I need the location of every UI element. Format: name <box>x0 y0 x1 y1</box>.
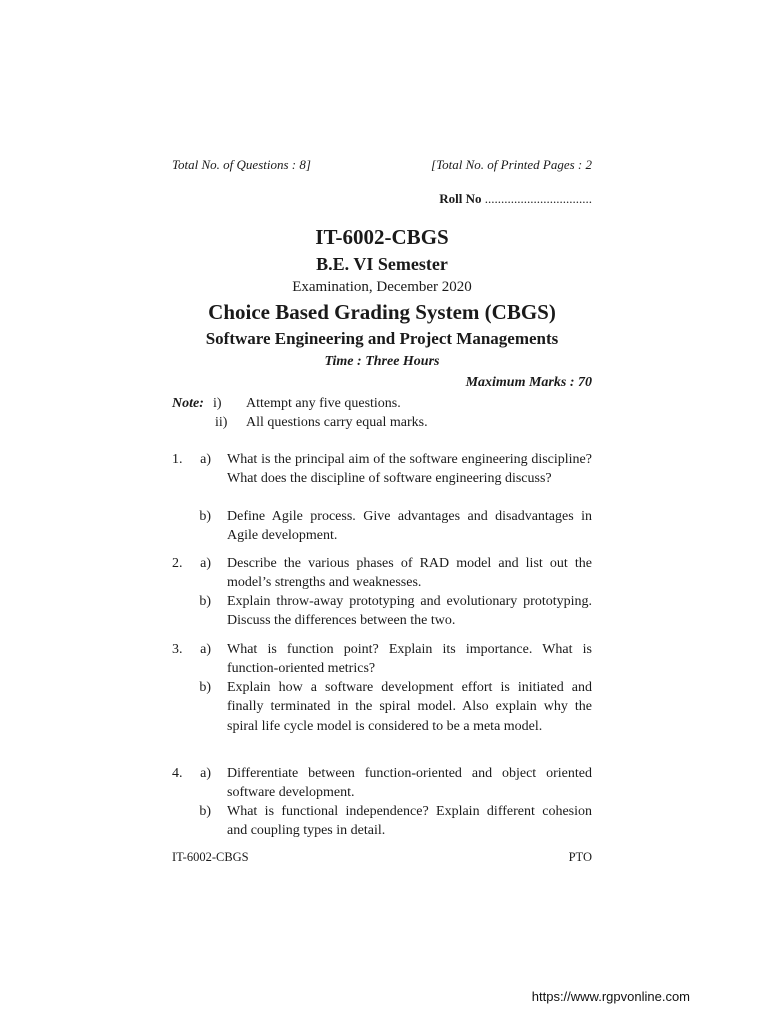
total-questions: Total No. of Questions : 8] <box>172 157 311 172</box>
subject-title: Software Engineering and Project Managements <box>205 329 559 348</box>
footer-pto: PTO <box>568 850 592 864</box>
note-text-2: All questions carry equal marks. <box>246 415 428 430</box>
question-text: Define Agile process. Give advantages and disadvantages in Agile development. <box>227 509 592 544</box>
roll-dots: ................................. <box>481 191 592 206</box>
semester: B.E. VI Semester <box>316 254 448 274</box>
question-number: 4. <box>172 766 183 781</box>
part-letter: a) <box>200 452 211 467</box>
question-text: Explain how a software development effort is initiated and finally terminated in the spiral model. Also explain why the spiral life cycle model is considered to be a meta model. <box>227 680 592 734</box>
question-number: 3. <box>172 642 183 657</box>
part-letter: a) <box>200 642 211 657</box>
note-num-1: i) <box>213 396 222 411</box>
part-letter: a) <box>200 766 211 781</box>
part-letter: b) <box>199 680 211 695</box>
note-num-2: ii) <box>215 415 228 430</box>
question-text: What is function point? Explain its importance. What is function-oriented metrics? <box>227 642 592 677</box>
question-text: Describe the various phases of RAD model and list out the model’s strengths and weaknesses. <box>227 556 592 591</box>
paper-code: IT-6002-CBGS <box>315 225 449 249</box>
question-text: Explain throw-away prototyping and evolutionary prototyping. Discuss the differences between the two. <box>227 594 592 629</box>
exam-session: Examination, December 2020 <box>292 279 472 295</box>
footer-code: IT-6002-CBGS <box>172 850 249 864</box>
grading-system: Choice Based Grading System (CBGS) <box>208 300 556 324</box>
part-letter: b) <box>199 509 211 524</box>
part-letter: a) <box>200 556 211 571</box>
source-url[interactable]: https://www.rgpvonline.com <box>531 989 690 1004</box>
roll-number <box>439 191 592 207</box>
part-letter: b) <box>199 594 211 609</box>
total-pages: [Total No. of Printed Pages : 2 <box>431 157 592 172</box>
question-text: What is functional independence? Explain different cohesion and coupling types in detail. <box>227 804 592 839</box>
question-number: 1. <box>172 452 183 467</box>
maximum-marks: Maximum Marks : 70 <box>465 375 592 390</box>
question-text: Differentiate between function-oriented and object oriented software development. <box>227 766 592 801</box>
question-text: What is the principal aim of the software engineering discipline? What does the discipline of software engineering discuss? <box>227 452 592 487</box>
part-letter: b) <box>199 804 211 819</box>
question-number: 2. <box>172 556 183 571</box>
note-text-1: Attempt any five questions. <box>246 396 401 411</box>
time-allowed: Time : Three Hours <box>324 354 440 369</box>
roll-label: Roll No <box>439 191 482 206</box>
note-label: Note: <box>172 396 204 411</box>
